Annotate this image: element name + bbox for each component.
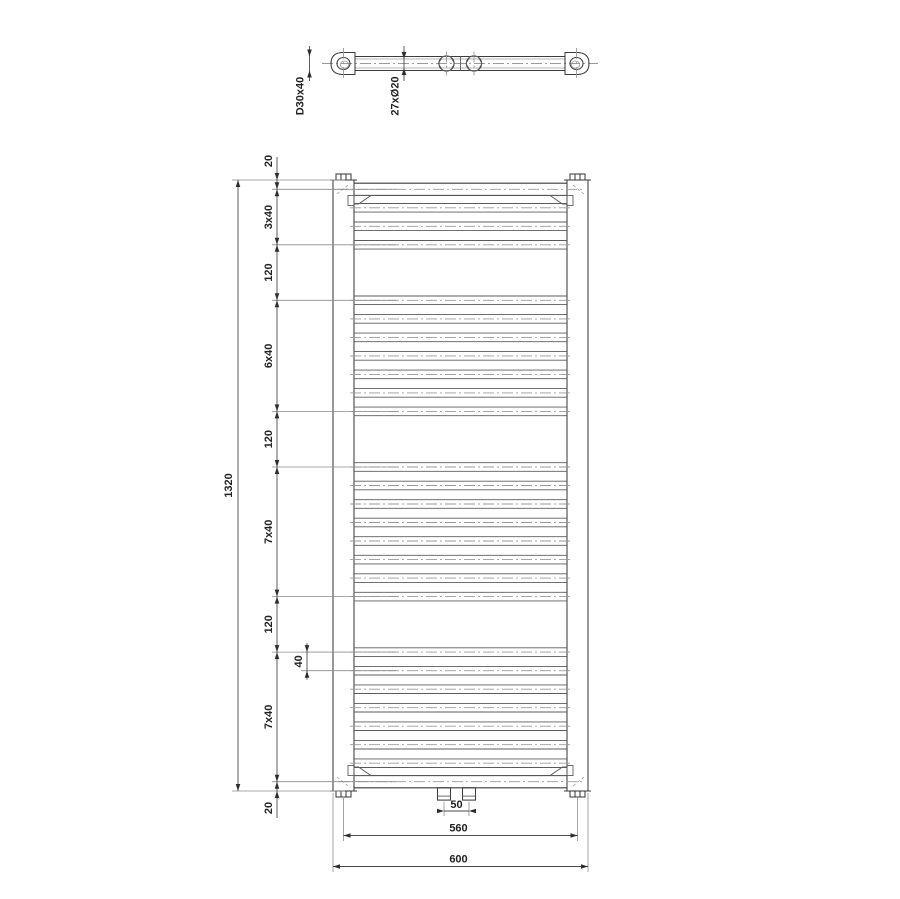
bottom-dimensions (333, 793, 588, 872)
dim-label-connection: 50 (450, 799, 463, 811)
dim-label-chain-8: 20 (263, 801, 275, 815)
dim-label-overall-height: 1320 (223, 473, 235, 498)
dim-label-detail: 40 (293, 655, 305, 668)
dim-label-axis: 560 (449, 822, 468, 835)
dim-label-chain-4: 120 (263, 430, 275, 449)
left-dimensions (223, 155, 396, 818)
dim-label-chain-0: 20 (263, 154, 275, 168)
dim-label-overall-width: 600 (449, 853, 468, 866)
top-view (295, 46, 599, 116)
dim-label-chain-6: 120 (263, 615, 275, 634)
dim-label-tube-spec: 27xØ20 (389, 76, 402, 116)
dim-label-chain-7: 7x40 (263, 704, 275, 730)
dim-label-chain-1: 3x40 (263, 204, 275, 230)
dim-label-chain-5: 7x40 (263, 519, 275, 545)
dim-label-profile: D30x40 (294, 76, 307, 116)
front-view (330, 174, 591, 800)
dim-label-chain-2: 120 (263, 263, 275, 282)
dim-label-chain-3: 6x40 (263, 343, 275, 369)
